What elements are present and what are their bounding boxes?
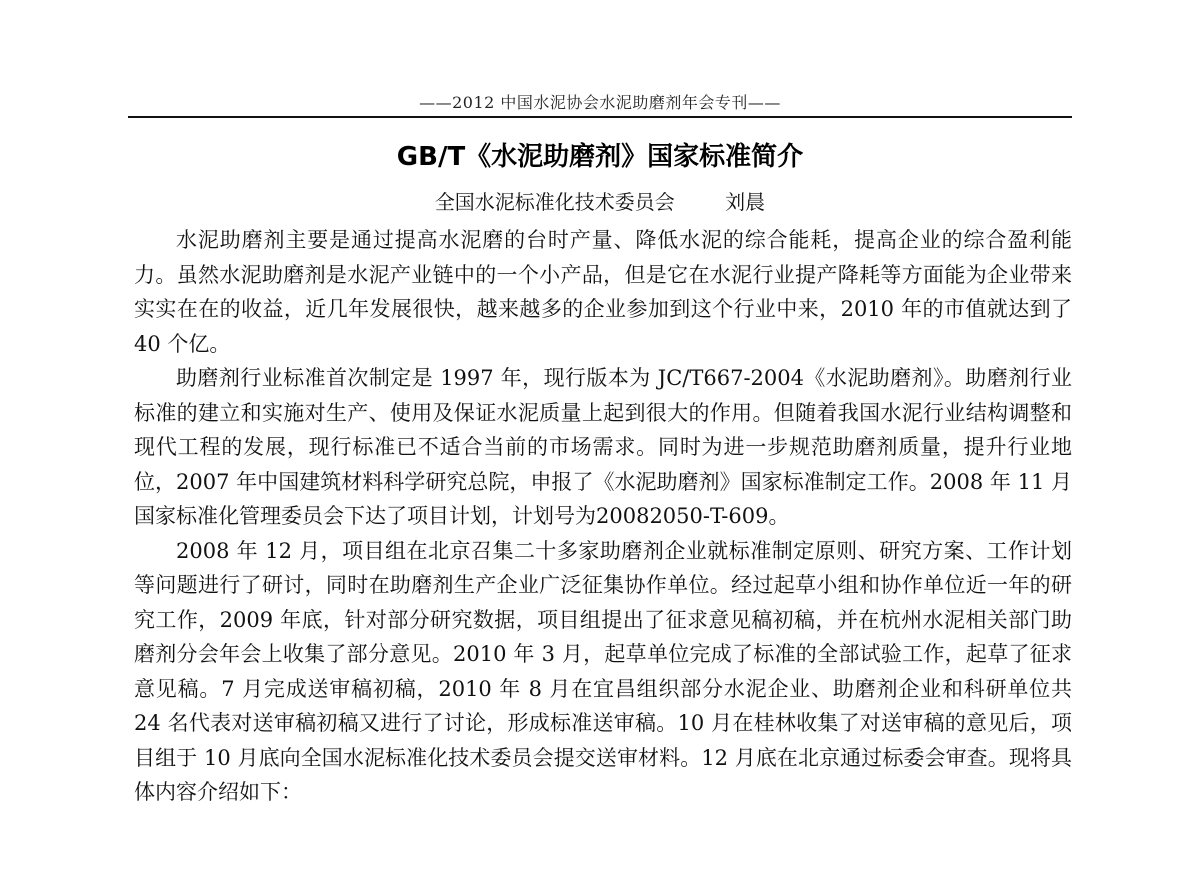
running-header: ——2012 中国水泥协会水泥助磨剂年会专刊—— [419, 93, 781, 112]
article-title: GB/T《水泥助磨剂》国家标准简介 [396, 142, 804, 172]
paragraph: 2008 年 12 月，项目组在北京召集二十多家助磨剂企业就标准制定原则、研究方案、工作计划等问题进行了研讨，同时在助磨剂生产企业广泛征集协作单位。经过起草小组和协作单位近一年的研究工作，2009 年底，针对部分研究数据，项目组提出了征求意见稿初稿，并在杭州水泥相关部门助磨剂分会年会上收集了部分意见。2010 年 3 月，起草单位完成了标准的全部试验工作，起草了征求意见稿。7 月完成送审稿初稿，2010 年 8 月在宜昌组织部分水泥企业、助磨剂企业和科研单位共 24 名代表对送审稿初稿又进行了讨论，形成标准送审稿。10 月在桂林收集了对送审稿的意见后，项目组于 10 月底向全国水泥标准化技术委员会提交送审材料。12 月底在北京通过标委会审查。现将具体内容介绍如下： [134, 538, 1072, 804]
paragraph: 水泥助磨剂主要是通过提高水泥磨的台时产量、降低水泥的综合能耗，提高企业的综合盈利能力。虽然水泥助磨剂是水泥产业链中的一个小产品，但是它在水泥行业提产降耗等方面能为企业带来实实在在的收益，近几年发展很快，越来越多的企业参加到这个行业中来，2010 年的市值就达到了 40 个亿。 [134, 228, 1072, 356]
byline [128, 186, 1072, 215]
paragraph: 助磨剂行业标准首次制定是 1997 年，现行版本为 JC/T667-2004《水泥助磨剂》。助磨剂行业标准的建立和实施对生产、使用及保证水泥质量上起到很大的作用。但随着我国水泥行业结构调整和现代工程的发展，现行标准已不适合当前的市场需求。同时为进一步规范助磨剂质量，提升行业地位，2007 年中国建筑材料科学研究总院，申报了《水泥助磨剂》国家标准制定工作。2008 年 11 月国家标准化管理委员会下达了项目计划，计划号为20082050-T-609。 [134, 366, 1072, 528]
author-name: 刘晨 [725, 190, 766, 214]
article-body [134, 223, 1072, 810]
header-rule [128, 116, 1072, 118]
author-organization: 全国水泥标准化技术委员会 [434, 190, 675, 214]
